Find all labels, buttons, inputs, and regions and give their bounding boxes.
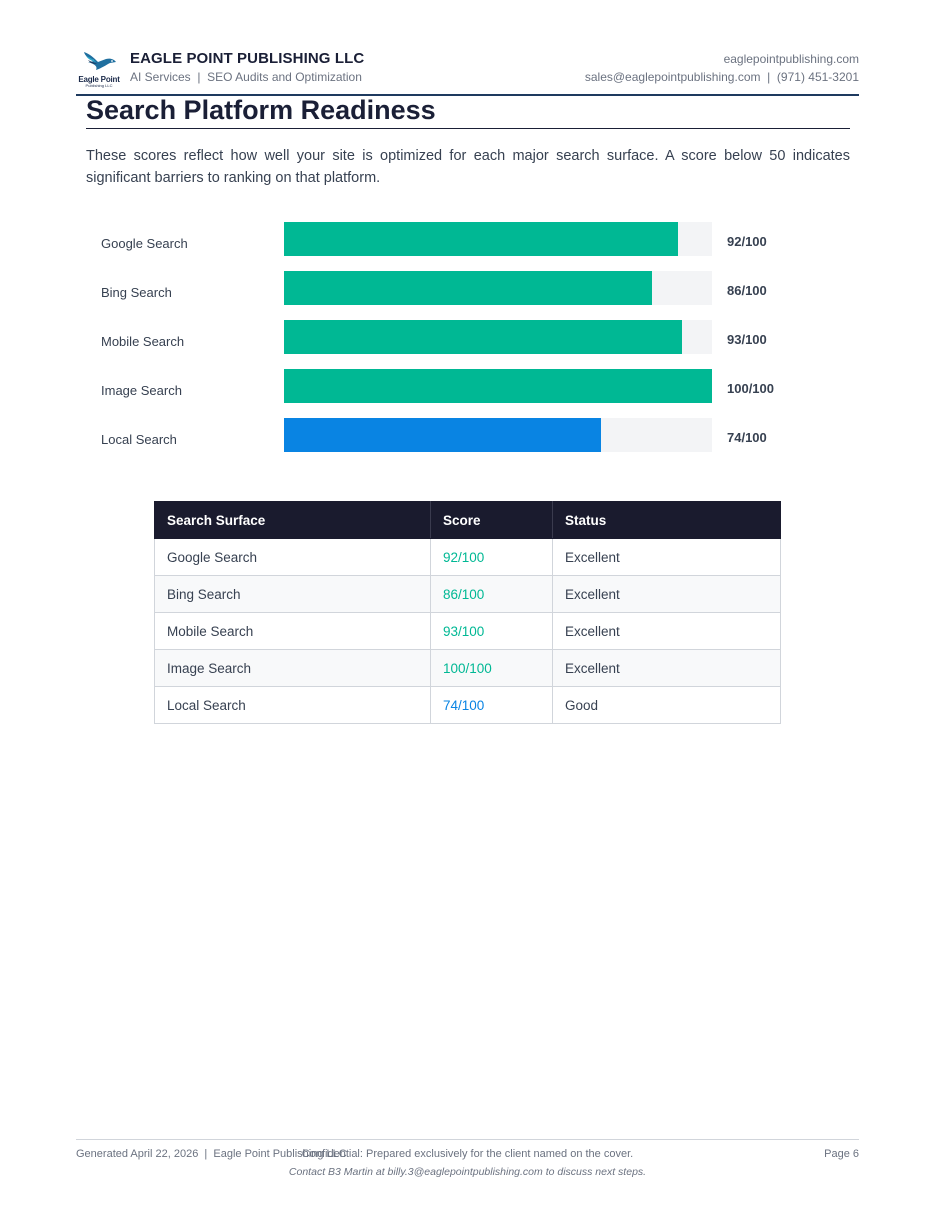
bar-track: [284, 320, 712, 354]
bar-label: Bing Search: [101, 285, 172, 300]
bar-value: 74/100: [727, 430, 767, 445]
cell-score: 74/100: [431, 687, 553, 724]
cell-status: Excellent: [553, 650, 781, 687]
cell-status: Excellent: [553, 613, 781, 650]
cell-score: 86/100: [431, 576, 553, 613]
cell-score: 93/100: [431, 613, 553, 650]
cell-surface: Local Search: [155, 687, 431, 724]
company-name: EAGLE POINT PUBLISHING LLC: [130, 50, 365, 67]
cell-status: Excellent: [553, 576, 781, 613]
column-header-score: Score: [431, 502, 553, 539]
scores-table: [154, 501, 781, 724]
table-row: [155, 650, 781, 687]
bar-fill: [284, 222, 678, 256]
bar-value: 92/100: [727, 234, 767, 249]
bar-label: Local Search: [101, 432, 177, 447]
bar-label: Image Search: [101, 383, 182, 398]
bar-track: [284, 271, 712, 305]
bar-fill: [284, 271, 652, 305]
company-tagline: AI Services | SEO Audits and Optimization: [130, 70, 362, 84]
bar-label: Google Search: [101, 236, 188, 251]
table-row: [155, 576, 781, 613]
bar-row-mobile: [0, 320, 935, 354]
cell-score: 100/100: [431, 650, 553, 687]
eagle-icon: [76, 48, 122, 76]
bar-label: Mobile Search: [101, 334, 185, 349]
cell-surface: Google Search: [155, 539, 431, 576]
cell-status: Good: [553, 687, 781, 724]
page-header: [76, 46, 859, 94]
table-row: [155, 539, 781, 576]
footer-contact: Contact B3 Martin at billy.3@eaglepointpublishing.com to discuss next steps.: [288, 1166, 647, 1178]
cell-surface: Mobile Search: [155, 613, 431, 650]
cell-surface: Image Search: [155, 650, 431, 687]
website-link[interactable]: eaglepointpublishing.com: [723, 52, 859, 66]
company-logo: [76, 48, 122, 88]
column-header-surface: Search Surface: [155, 502, 431, 539]
bar-fill: [284, 320, 682, 354]
footer-confidential: Confidential: Prepared exclusively for the client named on the cover.: [301, 1148, 634, 1160]
column-header-status: Status: [553, 502, 781, 539]
page-title: Search Platform Readiness: [86, 95, 436, 125]
logo-subtext: Publishing LLC: [85, 83, 113, 88]
bar-value: 93/100: [727, 332, 767, 347]
cell-score: 92/100: [431, 539, 553, 576]
bar-value: 100/100: [727, 381, 774, 396]
bar-row-bing: [0, 271, 935, 305]
bar-track: [284, 369, 712, 403]
footer-divider: [76, 1139, 859, 1140]
bar-fill: [284, 369, 712, 403]
bar-row-image: [0, 369, 935, 403]
table-header-row: [155, 502, 781, 539]
title-underline: [86, 128, 850, 129]
footer-generated: Generated April 22, 2026 | Eagle Point Publishing LLC: [76, 1148, 347, 1160]
contact-info: sales@eaglepointpublishing.com | (971) 451-3201: [584, 70, 859, 84]
bar-track: [284, 418, 712, 452]
cell-surface: Bing Search: [155, 576, 431, 613]
intro-paragraph: These scores reflect how well your site is optimized for each major search surface. A score below 50 indicates significant barriers to ranking on that platform.: [86, 148, 850, 186]
bar-fill: [284, 418, 601, 452]
table-row: [155, 687, 781, 724]
bar-row-local: [0, 418, 935, 452]
cell-status: Excellent: [553, 539, 781, 576]
bar-row-google: [0, 222, 935, 256]
logo-text: Eagle Point: [78, 75, 120, 84]
bar-value: 86/100: [727, 283, 767, 298]
bar-track: [284, 222, 712, 256]
page-number: Page 6: [824, 1148, 859, 1160]
table-row: [155, 613, 781, 650]
